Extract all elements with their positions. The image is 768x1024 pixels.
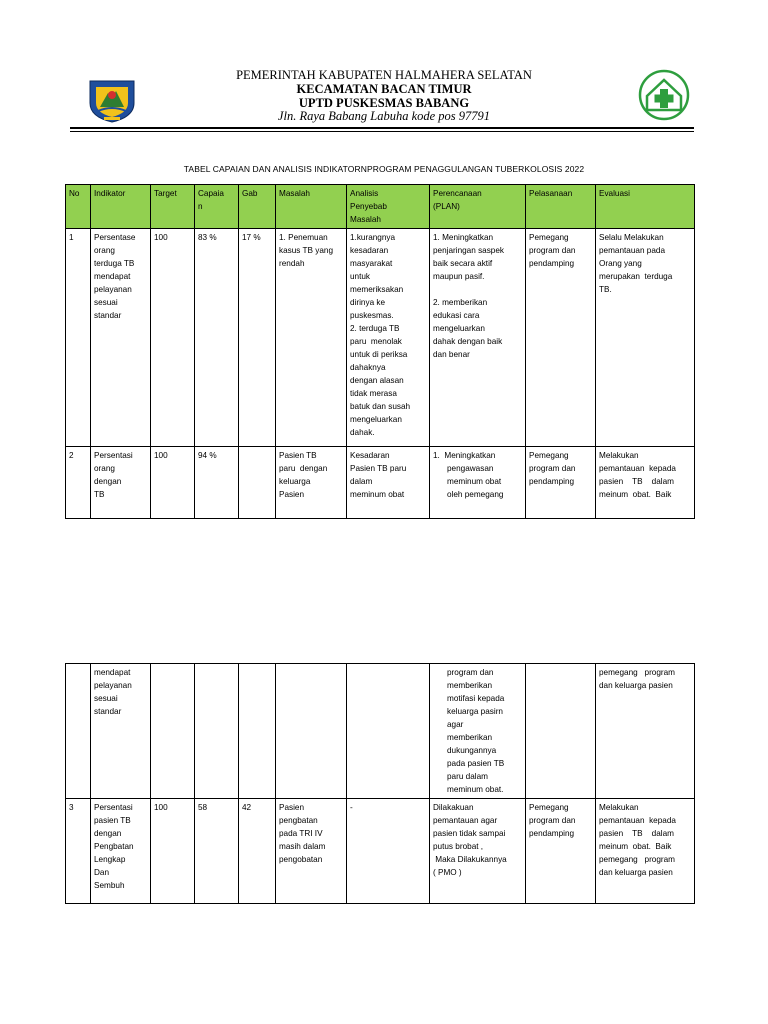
header-evaluasi: Evaluasi: [596, 185, 695, 229]
row2-cont-evaluasi: [596, 664, 695, 799]
letterhead-government: PEMERINTAH KABUPATEN HALMAHERA SELATAN: [236, 68, 532, 82]
header-masalah: Masalah: [276, 185, 347, 229]
row2-evaluasi-line: pasien TB dalam: [599, 477, 674, 486]
row1-analisis-line: untuk: [350, 272, 371, 281]
row2-evaluasi-line: Melakukan: [599, 451, 639, 460]
table-row: [66, 447, 695, 519]
letterhead-rule-thick: [70, 127, 694, 129]
row1-analisis-line: kesadaran: [350, 246, 389, 255]
puskesmas-logo-icon: [637, 68, 691, 122]
row1-analisis-line: masyarakat: [350, 259, 393, 268]
row3-indikator-line: Pengbatan: [94, 842, 134, 851]
row1-evaluasi-line: TB.: [599, 285, 612, 294]
row2-cont-perencanaan-line: meminum obat.: [447, 785, 504, 794]
row2-cont-perencanaan-line: paru dalam: [447, 772, 488, 781]
row2-perencanaan-line: meminum obat: [447, 477, 502, 486]
row2-cont-indikator: [91, 664, 151, 799]
row3-pelaksanaan-line: program dan: [529, 816, 576, 825]
header-pelaksanaan: Pelasanaan: [526, 185, 596, 229]
row2-masalah-line: keluarga: [279, 477, 311, 486]
row3-evaluasi: [596, 799, 695, 904]
row1-masalah-line: kasus TB yang: [279, 246, 334, 255]
document-title: TABEL CAPAIAN DAN ANALISIS INDIKATORNPROGRAM PENAGGULANGAN TUBERKOLOSIS 2022: [183, 164, 585, 174]
row3-indikator-line: Sembuh: [94, 881, 125, 890]
row3-indikator-line: Persentasi: [94, 803, 133, 812]
row3-perencanaan-line: pasien tidak sampai: [433, 829, 506, 838]
row1-analisis-line: 1.kurangnya: [350, 233, 396, 242]
row1-perencanaan-point-2-line: edukasi cara: [433, 311, 480, 320]
header-capaian: Capaia n: [195, 185, 239, 229]
row2-target: 100: [151, 447, 195, 519]
row1-evaluasi: [596, 229, 695, 447]
row2-cont-evaluasi-line: pemegang program: [599, 668, 676, 677]
header-target: Target: [151, 185, 195, 229]
row2-cont-pelaksanaan: [526, 664, 596, 799]
row1-perencanaan-point-1-line: penjaringan saspek: [433, 246, 505, 255]
row2-indikator-line: orang: [94, 464, 115, 473]
row3-pelaksanaan-line: Pemegang: [529, 803, 569, 812]
row1-pelaksanaan-line: Pemegang: [529, 233, 569, 242]
row2-cont-perencanaan-line: keluarga pasirn: [447, 707, 503, 716]
row2-masalah-line: Pasien: [279, 490, 305, 499]
row3-masalah-line: Pasien: [279, 803, 305, 812]
row1-indikator-line: Persentase: [94, 233, 136, 242]
row3-perencanaan-line: pemantauan agar: [433, 816, 498, 825]
row1-indikator-line: standar: [94, 311, 122, 320]
row2-analisis-line: meminum obat: [350, 490, 405, 499]
row3-perencanaan-line: Dilakakuan: [433, 803, 474, 812]
row1-perencanaan-point-1: [433, 231, 522, 283]
row3-perencanaan-line: ( PMO ): [433, 868, 462, 877]
row1-analisis-line: memeriksakan: [350, 285, 404, 294]
row1-perencanaan: [430, 229, 526, 447]
row2-cont-analisis: [347, 664, 430, 799]
table-row: [66, 799, 695, 904]
row3-indikator-line: Dan: [94, 868, 110, 877]
row3-indikator-line: Lengkap: [94, 855, 126, 864]
row1-perencanaan-point-1-line: 1. Meningkatkan: [433, 233, 494, 242]
row2-analisis-line: Pasien TB paru: [350, 464, 407, 473]
row2-analisis: [347, 447, 430, 519]
row2-evaluasi: [596, 447, 695, 519]
row2-analisis-line: Kesadaran: [350, 451, 390, 460]
row3-masalah: [276, 799, 347, 904]
row1-analisis-line: dengan alasan: [350, 376, 404, 385]
row1-indikator-line: terduga TB: [94, 259, 135, 268]
row1-indikator-line: pelayanan: [94, 285, 132, 294]
row3-no: 3: [66, 799, 91, 904]
row2-perencanaan: [430, 447, 526, 519]
row2-cont-no: [66, 664, 91, 799]
row2-pelaksanaan: [526, 447, 596, 519]
row2-cont-gab: [239, 664, 276, 799]
row3-indikator-line: pasien TB: [94, 816, 131, 825]
row1-no: 1: [66, 229, 91, 447]
row2-cont-perencanaan: [430, 664, 526, 799]
row1-indikator: [91, 229, 151, 447]
row3-pelaksanaan: [526, 799, 596, 904]
row2-perencanaan-line: pengawasan: [447, 464, 494, 473]
row2-masalah: [276, 447, 347, 519]
row2-cont-indikator-line: sesuai: [94, 694, 118, 703]
row1-analisis-line: dahak.: [350, 428, 375, 437]
row1-indikator-line: orang: [94, 246, 115, 255]
row3-masalah-line: pada TRI IV: [279, 829, 323, 838]
row2-cont-perencanaan-line: dukungannya: [447, 746, 497, 755]
row2-cont-perencanaan-line: agar: [447, 720, 464, 729]
table-row: [66, 664, 695, 799]
row3-evaluasi-line: pemegang program: [599, 855, 676, 864]
row3-masalah-line: masih dalam: [279, 842, 326, 851]
header-no: No: [66, 185, 91, 229]
row3-evaluasi-line: Melakukan: [599, 803, 639, 812]
row1-gab: 17 %: [239, 229, 276, 447]
row1-analisis-line: mengeluarkan: [350, 415, 402, 424]
row2-pelaksanaan-line: Pemegang: [529, 451, 569, 460]
row3-gab: 42: [239, 799, 276, 904]
row1-evaluasi-line: merupakan terduga: [599, 272, 673, 281]
row1-perencanaan-point-2-line: dan benar: [433, 350, 470, 359]
row1-indikator-line: mendapat: [94, 272, 131, 281]
row1-analisis-line: dirinya ke: [350, 298, 386, 307]
row2-perencanaan-line: oleh pemegang: [447, 490, 504, 499]
row2-indikator-line: dengan: [94, 477, 122, 486]
row2-gab: [239, 447, 276, 519]
row1-analisis-line: batuk dan susah: [350, 402, 411, 411]
header-analisis: Analisis Penyebab Masalah: [347, 185, 430, 229]
row2-cont-masalah: [276, 664, 347, 799]
header-perencanaan: Perencanaan (PLAN): [430, 185, 526, 229]
row1-perencanaan-point-2-line: 2. memberikan: [433, 298, 488, 307]
row1-masalah: [276, 229, 347, 447]
row1-pelaksanaan-line: program dan: [529, 246, 576, 255]
row1-perencanaan-point-2: [433, 296, 522, 361]
row2-cont-evaluasi-line: dan keluarga pasien: [599, 681, 673, 690]
letterhead-rule-thin: [70, 131, 694, 132]
indicator-table-continued: [65, 663, 695, 904]
row3-perencanaan: [430, 799, 526, 904]
row1-perencanaan-point-2-line: mengeluarkan: [433, 324, 485, 333]
row3-analisis: [347, 799, 430, 904]
row2-capaian: 94 %: [195, 447, 239, 519]
row2-masalah-line: Pasien TB: [279, 451, 317, 460]
row2-evaluasi-line: meinum obat. Baik: [599, 490, 672, 499]
row1-analisis: [347, 229, 430, 447]
row1-perencanaan-point-2-line: dahak dengan baik: [433, 337, 503, 346]
header-indikator: Indikator: [91, 185, 151, 229]
row1-evaluasi-line: Orang yang: [599, 259, 642, 268]
row2-cont-indikator-line: standar: [94, 707, 122, 716]
row1-pelaksanaan: [526, 229, 596, 447]
row1-evaluasi-line: Selalu Melakukan: [599, 233, 664, 242]
row2-indikator-line: Persentasi: [94, 451, 133, 460]
row3-evaluasi-line: pasien TB dalam: [599, 829, 674, 838]
row2-cont-target: [151, 664, 195, 799]
row1-analisis-line: paru menolak: [350, 337, 402, 346]
letterhead: [0, 0, 768, 140]
row2-pelaksanaan-line: pendamping: [529, 477, 575, 486]
row1-analisis-line: untuk di periksa: [350, 350, 408, 359]
row1-analisis-line: tidak merasa: [350, 389, 397, 398]
row3-masalah-line: pengbatan: [279, 816, 318, 825]
row1-target: 100: [151, 229, 195, 447]
letterhead-institution: UPTD PUSKESMAS BABANG: [298, 96, 470, 110]
row3-pelaksanaan-line: pendamping: [529, 829, 575, 838]
row2-cont-perencanaan-line: program dan: [447, 668, 494, 677]
row1-perencanaan-point-1-line: baik secara aktif: [433, 259, 493, 268]
row1-evaluasi-line: pemantauan pada: [599, 246, 666, 255]
row2-cont-perencanaan-line: memberikan: [447, 733, 493, 742]
row2-evaluasi-line: pemantauan kepada: [599, 464, 676, 473]
row3-masalah-line: pengobatan: [279, 855, 323, 864]
row3-evaluasi-line: meinum obat. Baik: [599, 842, 672, 851]
row2-cont-indikator-line: pelayanan: [94, 681, 132, 690]
table-header-row: [66, 185, 695, 229]
row2-cont-perencanaan-line: motifasi kepada: [447, 694, 505, 703]
header-gab: Gab: [239, 185, 276, 229]
row1-capaian: 83 %: [195, 229, 239, 447]
row3-perencanaan-line: putus brobat ,: [433, 842, 484, 851]
row3-evaluasi-line: dan keluarga pasien: [599, 868, 673, 877]
indicator-table: [65, 184, 695, 519]
row1-masalah-line: 1. Penemuan: [279, 233, 328, 242]
row3-indikator-line: dengan: [94, 829, 122, 838]
row1-analisis-line: puskesmas.: [350, 311, 394, 320]
row3-target: 100: [151, 799, 195, 904]
row2-cont-perencanaan-line: memberikan: [447, 681, 493, 690]
row2-cont-capaian: [195, 664, 239, 799]
row1-analisis-line: dahaknya: [350, 363, 386, 372]
row2-no: 2: [66, 447, 91, 519]
row3-evaluasi-line: pemantauan kepada: [599, 816, 676, 825]
row1-masalah-line: rendah: [279, 259, 305, 268]
row2-indikator: [91, 447, 151, 519]
letterhead-address: Jln. Raya Babang Labuha kode pos 97791: [277, 109, 491, 123]
row3-perencanaan-line: Maka Dilakukannya: [433, 855, 507, 864]
row2-perencanaan-line: 1. Meningkatkan: [433, 451, 496, 460]
row3-capaian: 58: [195, 799, 239, 904]
row2-indikator-line: TB: [94, 490, 105, 499]
row3-analisis-line: -: [350, 803, 353, 812]
row3-indikator: [91, 799, 151, 904]
row1-perencanaan-point-1-line: maupun pasif.: [433, 272, 485, 281]
table-row: [66, 229, 695, 447]
row1-indikator-line: sesuai: [94, 298, 118, 307]
row2-cont-indikator-line: mendapat: [94, 668, 131, 677]
row2-masalah-line: paru dengan: [279, 464, 328, 473]
letterhead-district: KECAMATAN BACAN TIMUR: [296, 82, 472, 96]
row1-analisis-line: 2. terduga TB: [350, 324, 400, 333]
row2-pelaksanaan-line: program dan: [529, 464, 576, 473]
row2-cont-perencanaan-line: pada pasien TB: [447, 759, 505, 768]
row2-analisis-line: dalam: [350, 477, 373, 486]
row1-pelaksanaan-line: pendamping: [529, 259, 575, 268]
